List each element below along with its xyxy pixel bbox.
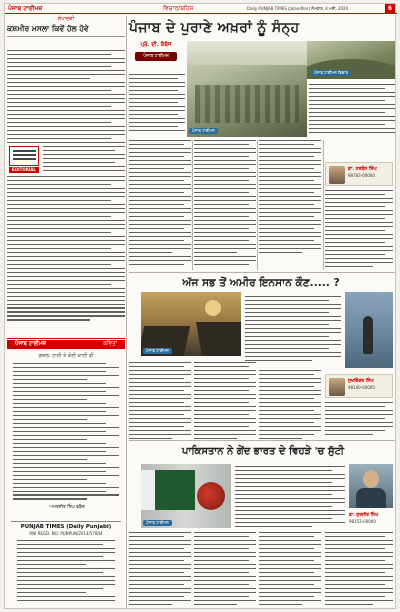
- poem-body: [13, 363, 119, 502]
- article2-col2: [194, 362, 256, 442]
- article1-col4-top: [309, 84, 395, 136]
- imprint-box: [11, 521, 121, 605]
- edition-line: Daily PUNJAB TIMES (Jalandhar) ਸੋਮਵਾਰ, 4 ਮਈ, 2020: [247, 6, 349, 11]
- poem-author: ਅਮਰਜੀਤ ਸਿੰਘ ਵੜੈਚ: [49, 505, 85, 510]
- article2-author-photo: [329, 378, 345, 396]
- editorial-logo: [9, 146, 39, 166]
- article1-col1-top: [129, 74, 185, 134]
- poem-band: [7, 340, 125, 349]
- article1-bottom-rule: [129, 272, 395, 273]
- article1-author: ਪ੍ਰੋ. ਦੀ. ਕੰਬੋਜ: [140, 42, 172, 48]
- poem-subtitle: ਗ਼ਜ਼ਲ: ਹਾਲੀ ਤੇ ਕੋਈ ਕਾਲੀ ਵੀ: [38, 353, 94, 359]
- column-rule-a1-3: [323, 140, 324, 270]
- article1-title: ਪੰਜਾਬ ਦੇ ਪੁਰਾਣੇ ਅਖ਼ਰਾਂ ਨੂੰ ਸੰਨ੍ਹ: [129, 20, 300, 36]
- article1-box-phone: 98783-00000: [348, 173, 375, 178]
- poem-band-right: ਕਵਿਤਾ: [103, 341, 117, 347]
- article3-author-photo: [349, 464, 393, 508]
- article3-author-phone: 98153-00000: [349, 519, 376, 524]
- article2-col-right-top: [245, 296, 341, 364]
- article3-col2: [194, 532, 256, 608]
- editorial-column: [7, 16, 125, 334]
- newspaper-page: [4, 3, 396, 609]
- editorial-body-bottom: [7, 176, 125, 323]
- article3-col4: [325, 532, 393, 608]
- article2-author-name: ਸੁਖਵਿੰਦਰ ਸਿੰਘ: [348, 379, 374, 384]
- article1-byline: [131, 42, 181, 68]
- poem-band-label: ਪੰਜਾਬ ਟਾਈਮਜ਼: [15, 341, 46, 347]
- article1-col1: [129, 140, 191, 268]
- article1-col4: [325, 190, 393, 270]
- column-rule-a1-1: [192, 140, 193, 270]
- imprint-title: PUNJAB TIMES (Daily Punjabi): [20, 524, 112, 530]
- article2-author-box: [325, 374, 393, 398]
- editorial-body-top: [7, 50, 125, 146]
- article3-title: ਪਾਕਿਸਤਾਨ ਨੇ ਗੇਂਦ ਭਾਰਤ ਦੇ ਵਿਹੜੇ 'ਚ ਸੁੱਟੀ: [182, 446, 344, 457]
- article1-author-box: [325, 162, 393, 186]
- article2-col1: [129, 362, 191, 442]
- article2-photo-caption: ਪੰਜਾਬ ਟਾਈਮਜ਼: [143, 348, 172, 354]
- section-name: ਵਿਚਾਰ/ਬਹਿਸ: [163, 5, 194, 12]
- editorial-headline: ਕਸ਼ਮੀਰ ਮਸਲਾ ਕਿਵੇਂ ਹੱਲ ਹੋਵੇ: [7, 24, 125, 37]
- article1-author-badge: ਪੰਜਾਬ ਟਾਈਮਜ਼: [135, 52, 177, 61]
- editorial-body-wrap: [43, 146, 125, 174]
- article2-bottom-rule: [129, 440, 395, 441]
- article1-col3: [259, 140, 321, 256]
- article3-photo: [141, 464, 231, 528]
- article1-photo: [187, 41, 307, 137]
- imprint-body: [17, 540, 115, 604]
- article2-side-photo: [345, 292, 393, 368]
- article1-box-author: ਡਾ. ਹਰਬੰਸ ਸਿੰਘ: [348, 167, 377, 172]
- article1-photo-caption: ਪੰਜਾਬ ਟਾਈਮਜ਼: [189, 128, 218, 134]
- poem-box: [7, 338, 125, 608]
- article2-title: ਅੱਜ ਸਭ ਤੋਂ ਅਮੀਰ ਇਨਸਾਨ ਕੌਣ..... ?: [182, 277, 340, 289]
- editorial-kicker: ਸੰਪਾਦਕੀ: [57, 16, 75, 22]
- page-number: 6: [385, 4, 395, 13]
- article3-author-info: [349, 512, 393, 524]
- article3-author-name: ਡਾ. ਸੁਰਜੀਤ ਸਿੰਘ: [349, 513, 379, 518]
- imprint-subtitle: RNI REGD. NO: PUNPUN/2014/57844: [29, 531, 103, 536]
- article1-col2: [194, 140, 256, 268]
- article1-author-photo: [329, 166, 345, 184]
- masthead: [5, 4, 397, 14]
- article2-author-phone: 98140-00000: [348, 385, 375, 390]
- article2-col4: [325, 402, 393, 438]
- editorial-badge: EDITORIAL: [9, 167, 39, 173]
- article2-photo: [141, 292, 241, 356]
- article3-photo-caption: ਪੰਜਾਬ ਟਾਈਮਜ਼: [143, 520, 172, 526]
- column-rule-left: [126, 16, 127, 608]
- article3-col3: [259, 532, 321, 608]
- paper-name: ਪੰਜਾਬ ਟਾਈਮਜ਼: [8, 5, 43, 12]
- article2-col3: [259, 370, 321, 442]
- column-rule-a1-2: [257, 140, 258, 270]
- article1-photo2-caption: ਪੰਜਾਬ ਟਾਈਮਜ਼ ਵਿਚਾਰ: [311, 70, 351, 76]
- article3-col1: [129, 532, 191, 608]
- article3-col-right-top: [235, 466, 345, 530]
